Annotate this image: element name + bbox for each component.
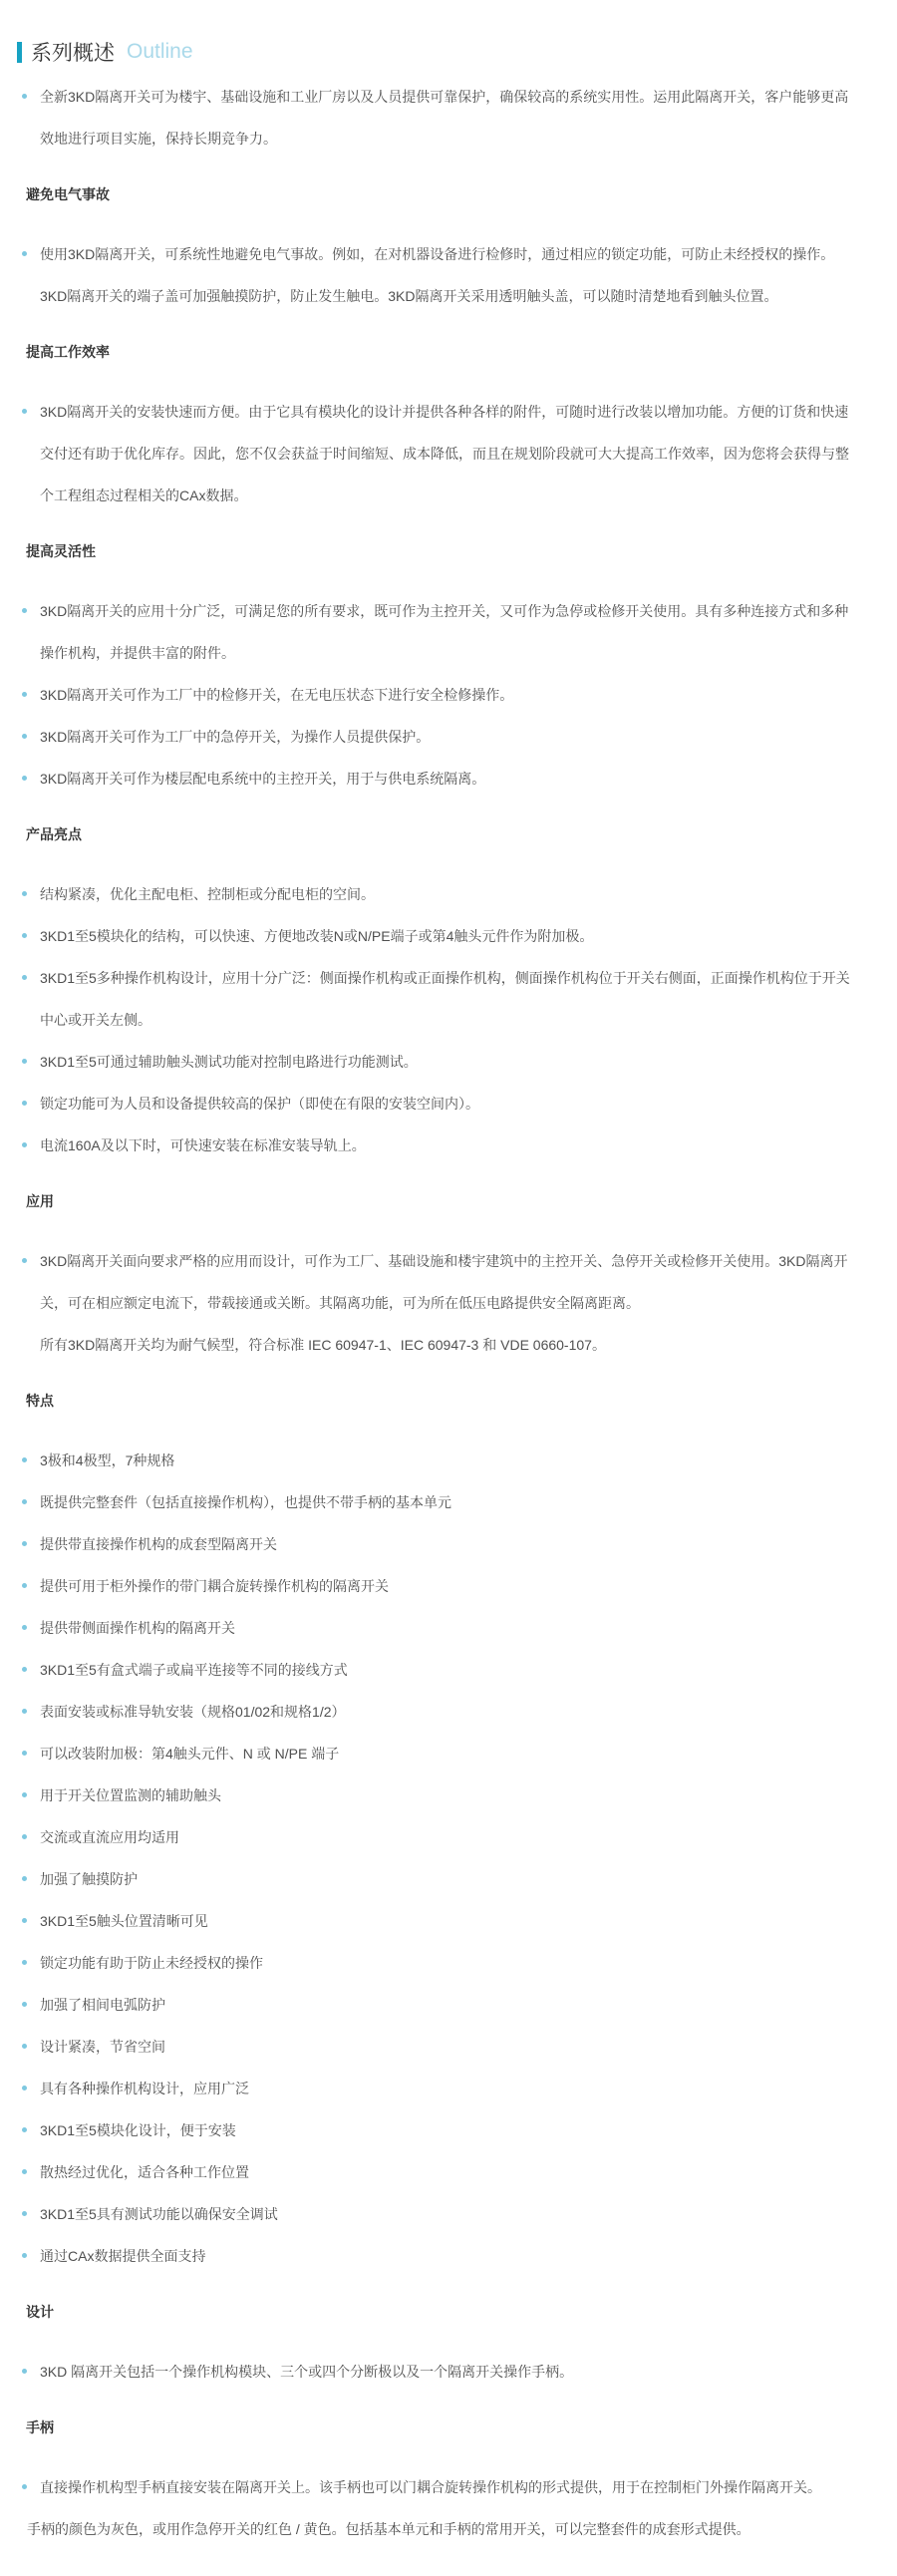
list-item bbox=[0, 1942, 859, 1984]
list-item bbox=[0, 1565, 859, 1607]
section-heading: 设计 bbox=[26, 2304, 54, 2320]
bullet-dot-icon bbox=[22, 1541, 27, 1546]
list-item-text: 交流或直流应用均适用 bbox=[40, 1829, 179, 1845]
list-item bbox=[0, 873, 859, 915]
bullet-dot-icon bbox=[22, 2086, 27, 2091]
content-body bbox=[0, 76, 897, 2550]
list-item bbox=[0, 391, 859, 516]
bullet-dot-icon bbox=[22, 2369, 27, 2374]
list-item-note: 手柄的颜色为灰色，或用作急停开关的红色 / 黄色。包括基本单元和手柄的常用开关，可以完整套件的成套形式提供。 bbox=[27, 2521, 750, 2537]
bullet-dot-icon bbox=[22, 1792, 27, 1797]
list-item-note: 所有3KD隔离开关均为耐气候型，符合标准 IEC 60947-1、IEC 60947-3 和 VDE 0660-107。 bbox=[40, 1337, 606, 1353]
list-item-text: 3KD1至5触头位置清晰可见 bbox=[40, 1913, 208, 1929]
list-item-text: 锁定功能有助于防止未经授权的操作 bbox=[40, 1955, 263, 1971]
list-item-text: 具有各种操作机构设计，应用广泛 bbox=[40, 2081, 249, 2096]
bullet-dot-icon bbox=[22, 1625, 27, 1630]
list-item-text: 提供可用于柜外操作的带门耦合旋转操作机构的隔离开关 bbox=[40, 1578, 389, 1594]
list-item bbox=[0, 1649, 859, 1691]
bullet-dot-icon bbox=[22, 1876, 27, 1881]
bullet-dot-icon bbox=[22, 891, 27, 896]
list-item bbox=[0, 590, 859, 674]
section-heading: 避免电气事故 bbox=[26, 186, 110, 202]
list-item-text: 加强了相间电弧防护 bbox=[40, 1997, 165, 2013]
bullet-dot-icon bbox=[22, 2484, 27, 2489]
bullet-dot-icon bbox=[22, 94, 27, 99]
bullet-dot-icon bbox=[22, 1499, 27, 1504]
bullet-dot-icon bbox=[22, 1142, 27, 1147]
list-item bbox=[0, 674, 859, 716]
bullet-dot-icon bbox=[22, 776, 27, 781]
page-title bbox=[17, 38, 897, 66]
accent-bar-icon bbox=[17, 42, 22, 63]
list-item bbox=[0, 957, 859, 1041]
list-item bbox=[0, 1083, 859, 1125]
bullet-dot-icon bbox=[22, 1667, 27, 1672]
bullet-dot-icon bbox=[22, 2127, 27, 2132]
bullet-dot-icon bbox=[22, 1457, 27, 1462]
list-item-text: 设计紧凑，节省空间 bbox=[40, 2039, 165, 2055]
list-item bbox=[0, 2151, 859, 2193]
list-item bbox=[0, 2351, 859, 2393]
list-item bbox=[0, 1858, 859, 1900]
list-item-text: 3KD隔离开关的应用十分广泛，可满足您的所有要求，既可作为主控开关，又可作为急停或检修开关使用。具有多种连接方式和多种操作机构，并提供丰富的附件。 bbox=[40, 603, 849, 661]
list-item-text: 锁定功能可为人员和设备提供较高的保护（即使在有限的安装空间内）。 bbox=[40, 1096, 479, 1112]
list-item bbox=[0, 915, 859, 957]
list-item-text: 加强了触摸防护 bbox=[40, 1871, 138, 1887]
list-item bbox=[0, 1984, 859, 2026]
list-item-text: 3KD1至5模块化的结构，可以快速、方便地改装N或N/PE端子或第4触头元件作为附加极。 bbox=[40, 928, 594, 944]
list-item bbox=[0, 1733, 859, 1774]
bullet-dot-icon bbox=[22, 1258, 27, 1263]
bullet-dot-icon bbox=[22, 1751, 27, 1756]
list-item-text: 散热经过优化，适合各种工作位置 bbox=[40, 2164, 249, 2180]
list-item-text: 使用3KD隔离开关，可系统性地避免电气事故。例如，在对机器设备进行检修时，通过相应的锁定功能，可防止未经授权的操作。3KD隔离开关的端子盖可加强触摸防护，防止发生触电。3KD隔离开关采用透明触头盖，可以随时清楚地看到触头位置。 bbox=[40, 246, 835, 304]
list-item bbox=[0, 1523, 859, 1565]
section-heading: 特点 bbox=[26, 1393, 54, 1409]
bullet-dot-icon bbox=[22, 1960, 27, 1965]
section-heading: 提高灵活性 bbox=[26, 543, 96, 559]
list-item bbox=[0, 1816, 859, 1858]
bullet-dot-icon bbox=[22, 975, 27, 980]
list-item bbox=[0, 2193, 859, 2235]
list-item bbox=[0, 1607, 859, 1649]
list-item-text: 可以改装附加极：第4触头元件、N 或 N/PE 端子 bbox=[40, 1746, 340, 1762]
list-item bbox=[0, 1041, 859, 1083]
list-item bbox=[0, 2068, 859, 2109]
list-item bbox=[0, 2026, 859, 2068]
list-item bbox=[0, 1481, 859, 1523]
page-title-zh: 系列概述 bbox=[31, 42, 115, 65]
bullet-dot-icon bbox=[22, 933, 27, 938]
bullet-dot-icon bbox=[22, 1709, 27, 1714]
section-heading: 提高工作效率 bbox=[26, 344, 110, 360]
list-item-text: 用于开关位置监测的辅助触头 bbox=[40, 1787, 221, 1803]
section-heading: 手柄 bbox=[26, 2419, 54, 2435]
list-item-text: 电流160A及以下时，可快速安装在标准安装导轨上。 bbox=[40, 1137, 366, 1153]
list-item-text: 3KD 隔离开关包括一个操作机构模块、三个或四个分断极以及一个隔离开关操作手柄。 bbox=[40, 2364, 574, 2380]
bullet-dot-icon bbox=[22, 2253, 27, 2258]
list-item bbox=[0, 716, 859, 758]
list-item-text: 3KD1至5有盒式端子或扁平连接等不同的接线方式 bbox=[40, 1662, 348, 1678]
list-item bbox=[0, 1691, 859, 1733]
list-item-text: 3KD隔离开关的安装快速而方便。由于它具有模块化的设计并提供各种各样的附件，可随时进行改装以增加功能。方便的订货和快速交付还有助于优化库存。因此，您不仅会获益于时间缩短、成本降低，而且在规划阶段就可大大提高工作效率，因为您将会获得与整个工程组态过程相关的CAx数据。 bbox=[40, 404, 849, 503]
list-item-text: 3KD1至5具有测试功能以确保安全调试 bbox=[40, 2206, 278, 2222]
list-item-text: 直接操作机构型手柄直接安装在隔离开关上。该手柄也可以门耦合旋转操作机构的形式提供，用于在控制柜门外操作隔离开关。 bbox=[40, 2479, 821, 2495]
list-item-text: 通过CAx数据提供全面支持 bbox=[40, 2248, 206, 2264]
list-item-text: 提供带直接操作机构的成套型隔离开关 bbox=[40, 1536, 277, 1552]
list-item-text: 3KD隔离开关可作为工厂中的检修开关，在无电压状态下进行安全检修操作。 bbox=[40, 687, 514, 703]
list-item bbox=[0, 1900, 859, 1942]
bullet-dot-icon bbox=[22, 2169, 27, 2174]
list-item bbox=[0, 758, 859, 800]
list-item bbox=[0, 76, 859, 160]
bullet-dot-icon bbox=[22, 409, 27, 414]
section-heading: 产品亮点 bbox=[26, 826, 82, 842]
bullet-dot-icon bbox=[22, 1101, 27, 1106]
bullet-dot-icon bbox=[22, 2211, 27, 2216]
list-item bbox=[0, 2466, 859, 2508]
list-item-text: 表面安装或标准导轨安装（规格01/02和规格1/2） bbox=[40, 1704, 346, 1720]
bullet-dot-icon bbox=[22, 608, 27, 613]
list-item bbox=[0, 2109, 859, 2151]
page-title-en: Outline bbox=[127, 40, 193, 63]
list-item bbox=[0, 2235, 859, 2277]
list-item-text: 全新3KD隔离开关可为楼宇、基础设施和工业厂房以及人员提供可靠保护，确保较高的系统实用性。运用此隔离开关，客户能够更高效地进行项目实施，保持长期竞争力。 bbox=[40, 89, 849, 147]
list-item bbox=[0, 233, 859, 317]
list-item-text: 3KD1至5可通过辅助触头测试功能对控制电路进行功能测试。 bbox=[40, 1054, 418, 1070]
bullet-dot-icon bbox=[22, 1834, 27, 1839]
bullet-dot-icon bbox=[22, 2002, 27, 2007]
bullet-dot-icon bbox=[22, 1583, 27, 1588]
list-item-text: 3KD隔离开关面向要求严格的应用而设计，可作为工厂、基础设施和楼宇建筑中的主控开关、急停开关或检修开关使用。3KD隔离开关，可在相应额定电流下，带载接通或关断。其隔离功能，可为所在低压电路提供安全隔离距离。 bbox=[40, 1253, 848, 1311]
section-heading: 应用 bbox=[26, 1193, 54, 1209]
list-item bbox=[0, 1125, 859, 1166]
bullet-dot-icon bbox=[22, 2044, 27, 2049]
list-item-text: 3KD隔离开关可作为楼层配电系统中的主控开关，用于与供电系统隔离。 bbox=[40, 771, 486, 787]
list-item-text: 3KD1至5模块化设计，便于安装 bbox=[40, 2122, 236, 2138]
list-item bbox=[0, 1240, 859, 1324]
list-item bbox=[0, 1440, 859, 1481]
bullet-dot-icon bbox=[22, 692, 27, 697]
list-item-text: 3KD隔离开关可作为工厂中的急停开关，为操作人员提供保护。 bbox=[40, 729, 431, 745]
bullet-dot-icon bbox=[22, 1059, 27, 1064]
list-item-text: 既提供完整套件（包括直接操作机构），也提供不带手柄的基本单元 bbox=[40, 1494, 451, 1510]
list-item-text: 3极和4极型，7种规格 bbox=[40, 1452, 175, 1468]
series-overview-page bbox=[0, 38, 897, 2550]
list-item-text: 提供带侧面操作机构的隔离开关 bbox=[40, 1620, 235, 1636]
bullet-dot-icon bbox=[22, 734, 27, 739]
bullet-dot-icon bbox=[22, 251, 27, 256]
list-item bbox=[0, 1774, 859, 1816]
list-item-text: 3KD1至5多种操作机构设计，应用十分广泛：侧面操作机构或正面操作机构，侧面操作机构位于开关右侧面，正面操作机构位于开关中心或开关左侧。 bbox=[40, 970, 850, 1028]
list-item-text: 结构紧凑，优化主配电柜、控制柜或分配电柜的空间。 bbox=[40, 886, 375, 902]
bullet-dot-icon bbox=[22, 1918, 27, 1923]
